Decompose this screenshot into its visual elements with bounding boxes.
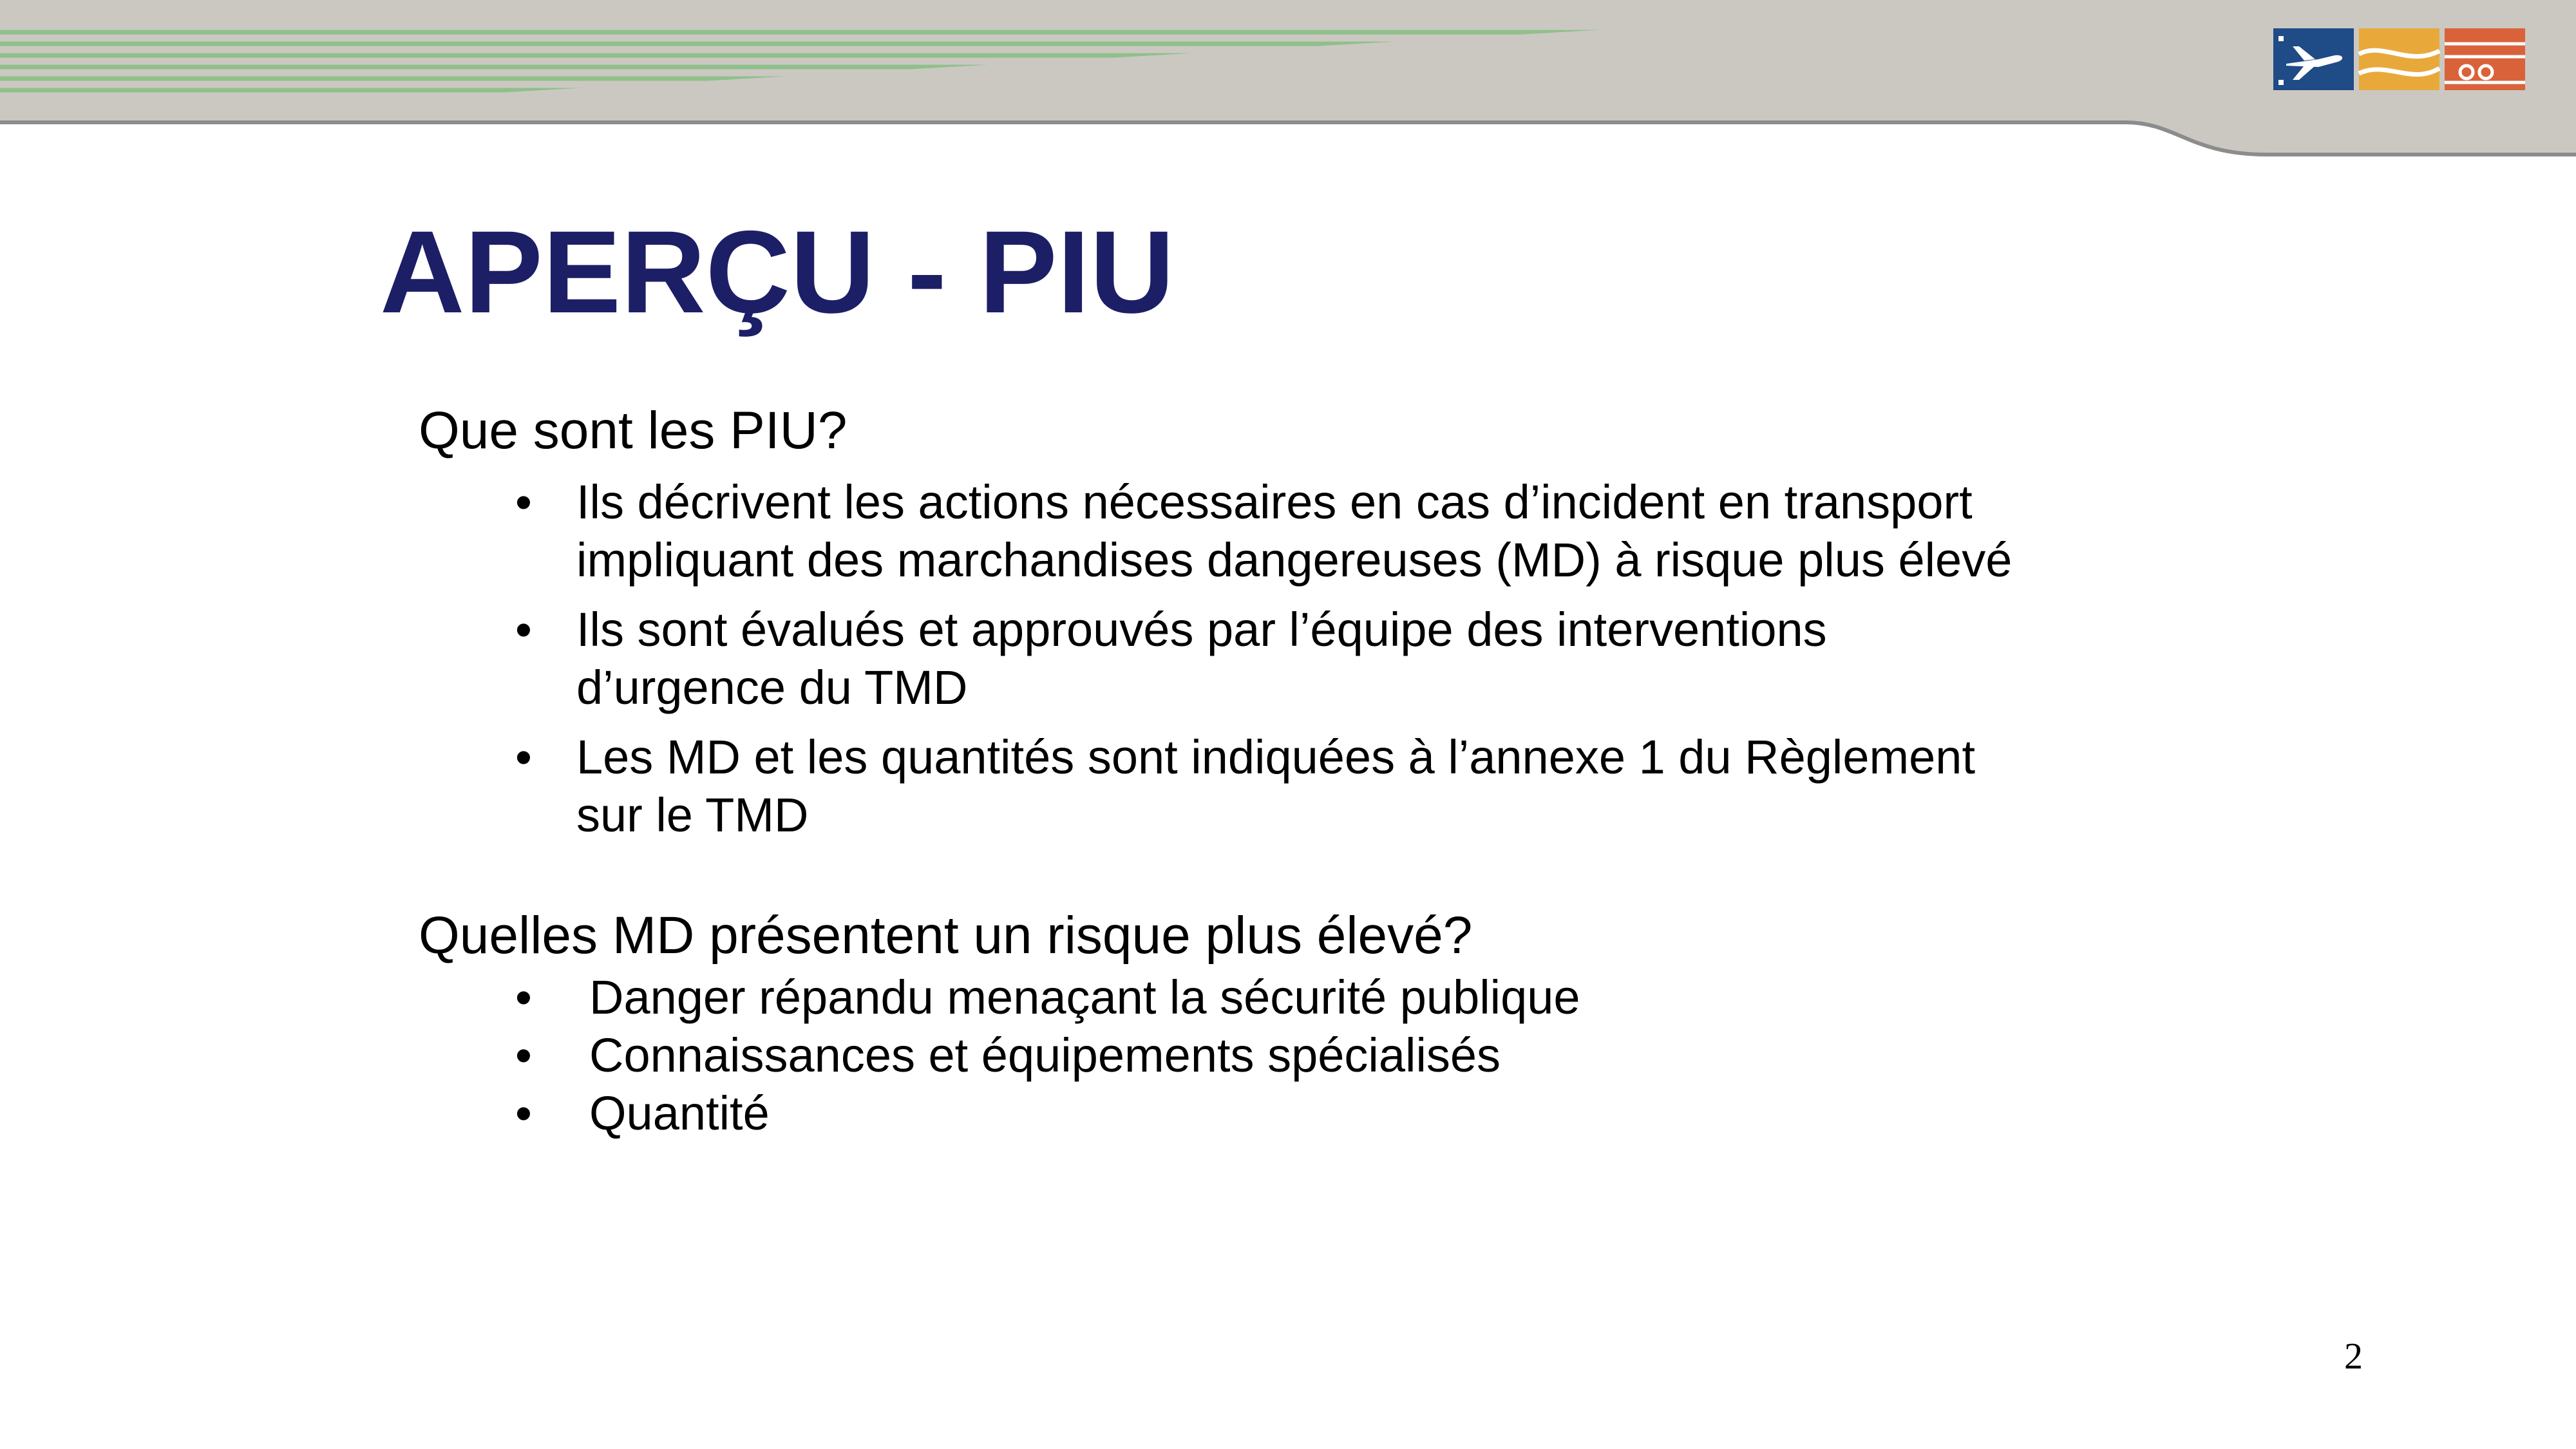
bullet-icon: •: [515, 1028, 532, 1082]
header-band: [0, 0, 2576, 167]
list-item-line: sur le TMD: [576, 788, 809, 842]
bullet-list-what: [515, 473, 2012, 856]
road-icon: [2359, 28, 2439, 90]
list-item: [515, 1027, 1580, 1084]
list-item-line: d’urgence du TMD: [576, 661, 968, 714]
page-number: 2: [2344, 1335, 2363, 1377]
list-item-line: Les MD et les quantités sont indiquées à l’annexe 1 du Règlement: [576, 730, 1976, 784]
list-item-line: impliquant des marchandises dangereuses (MD) à risque plus élevé: [576, 533, 2012, 587]
section-heading-what: Que sont les PIU?: [419, 401, 848, 460]
section-heading-risk: Quelles MD présentent un risque plus élevé?: [419, 906, 1473, 965]
bullet-list-risk: [515, 969, 1580, 1142]
airplane-icon: [2273, 28, 2354, 90]
bullet-icon: •: [515, 475, 532, 529]
list-item-text: Connaissances et équipements spécialisés: [589, 1028, 1501, 1082]
bullet-icon: •: [515, 603, 532, 656]
list-item: [515, 601, 2012, 717]
list-item-text: Quantité: [589, 1086, 770, 1140]
list-item: [515, 1084, 1580, 1142]
slide-title: APERÇU - PIU: [380, 206, 1175, 337]
logo-group: [2273, 28, 2531, 93]
list-item-text: Danger répandu menaçant la sécurité publique: [589, 971, 1580, 1024]
list-item-line: Ils sont évalués et approuvés par l’équipe des interventions: [576, 603, 1827, 656]
list-item-line: Ils décrivent les actions nécessaires en cas d’incident en transport: [576, 475, 1973, 529]
railcar-icon: [2445, 28, 2525, 90]
list-item: [515, 969, 1580, 1027]
list-item: [515, 728, 2012, 844]
bullet-icon: •: [515, 730, 532, 784]
bullet-icon: •: [515, 1086, 532, 1140]
bullet-icon: •: [515, 971, 532, 1024]
list-item: [515, 473, 2012, 589]
